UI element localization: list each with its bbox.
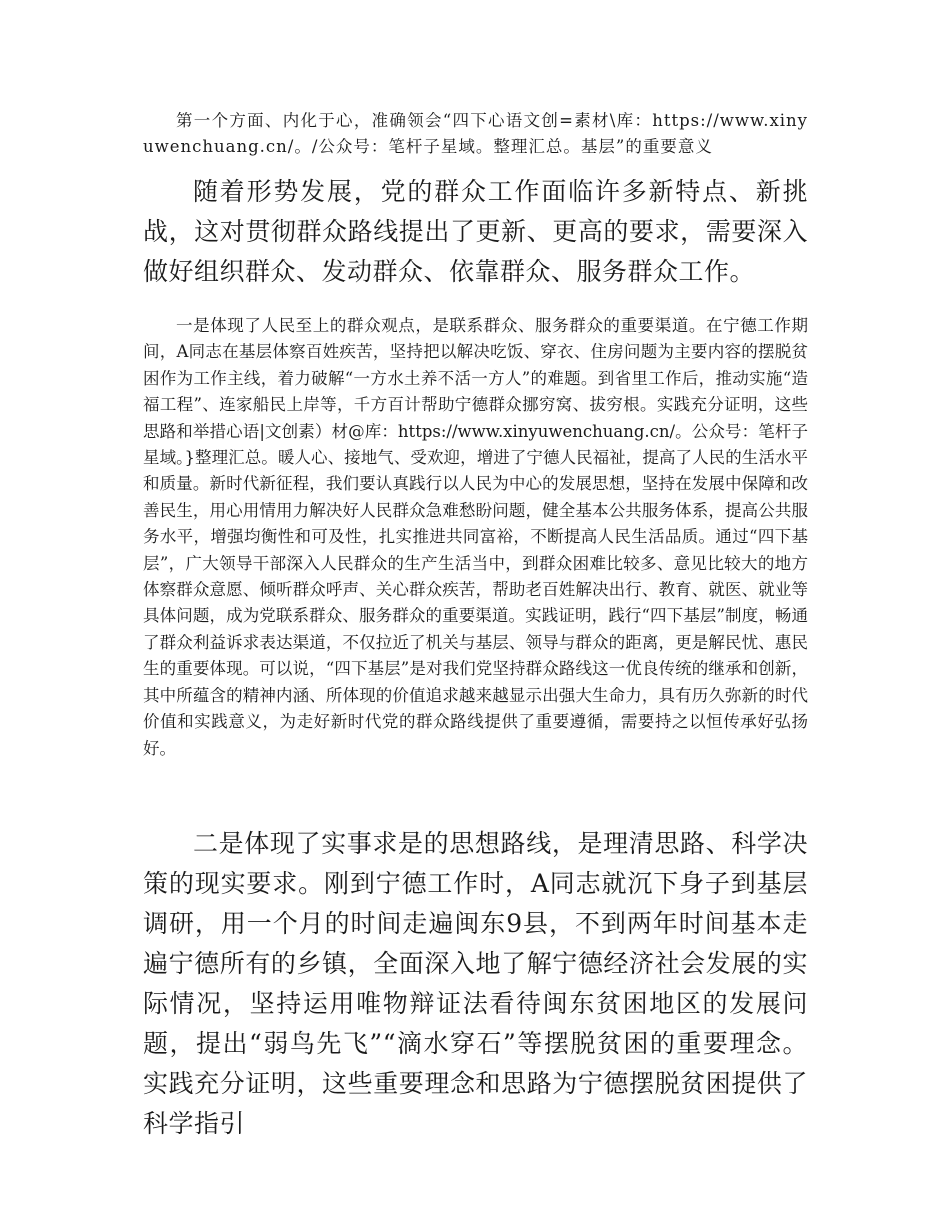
body-paragraph-point-two: 二是体现了实事求是的思想路线，是理清思路、科学决策的现实要求。刚到宁德工作时，A同志就沉下身子到基层调研，用一个月的时间走遍闽东9县，不到两年时间基本走遍宁德所有的乡镇，全面深入地了解宁德经济社会发展的实际情况，坚持运用唯物辩证法看待闽东贫困地区的发展问题，提出“弱鸟先飞”“滴水穿石”等摆脱贫困的重要理念。实践充分证明，这些重要理念和思路为宁德摆脱贫困提供了科学指引	[143, 829, 808, 1138]
intro-paragraph: 随着形势发展，党的群众工作面临许多新特点、新挑战，这对贯彻群众路线提出了更新、更高的要求，需要深入做好组织群众、发动群众、依靠群众、服务群众工作。	[143, 177, 808, 286]
section-heading-paragraph: 第一个方面、内化于心，准确领会“四下心语文创=素材\库：https://www.xinyuwenchuang.cn/。/公众号：笔杆子星域。整理汇总。基层”的重要意义	[143, 111, 808, 156]
body-paragraph-point-one: 一是体现了人民至上的群众观点，是联系群众、服务群众的重要渠道。在宁德工作期间，A同志在基层体察百姓疾苦，坚持把以解决吃饭、穿衣、住房问题为主要内容的摆脱贫困作为工作主线，着力破解“一方水土养不活一方人”的难题。到省里工作后，推动实施“造福工程”、连家船民上岸等，千方百计帮助宁德群众挪穷窝、拔穷根。实践充分证明，这些思路和举措心语|文创素）材@库：https://www.xinyuwenchuang.cn/。公众号：笔杆子星域。}整理汇总。暖人心、接地气、受欢迎，增进了宁德人民福祉，提高了人民的生活水平和质量。新时代新征程，我们要认真践行以人民为中心的发展思想，坚持在发展中保障和改善民生，用心用情用力解决好人民群众急难愁盼问题，健全基本公共服务体系，提高公共服务水平，增强均衡性和可及性，扎实推进共同富裕，不断提高人民生活品质。通过“四下基层”，广大领导干部深入人民群众的生产生活当中，到群众困难比较多、意见比较大的地方体察群众意愿、倾听群众呼声、关心群众疾苦，帮助老百姓解决出行、教育、就医、就业等具体问题，成为党联系群众、服务群众的重要渠道。实践证明，践行“四下基层”制度，畅通了群众利益诉求表达渠道，不仅拉近了机关与基层、领导与群众的距离，更是解民忧、惠民生的重要体现。可以说，“四下基层”是对我们党坚持群众路线这一优良传统的继承和创新，其中所蕴含的精神内涵、所体现的价值追求越来越显示出强大生命力，具有历久弥新的时代价值和实践意义，为走好新时代党的群众路线提供了重要遵循，需要持之以恒传承好弘扬好。	[143, 316, 808, 758]
